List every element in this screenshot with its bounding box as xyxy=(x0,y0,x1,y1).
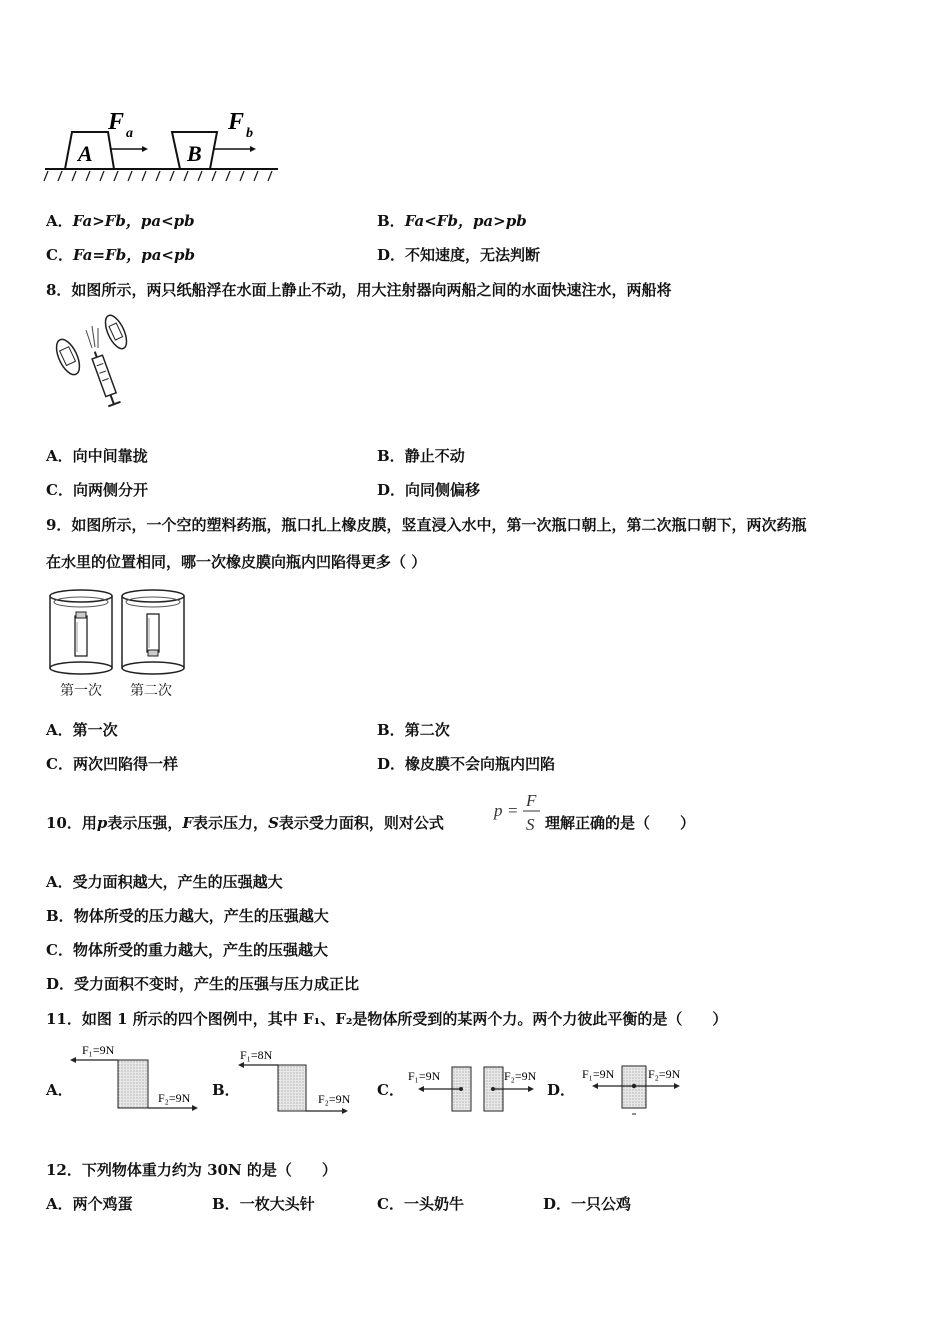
q11-option-b-letter[interactable]: B． xyxy=(212,1081,240,1099)
q8-stem: 8．如图所示，两只纸船浮在水面上静止不动，用大注射器向两船之间的水面快速注水，两船将 xyxy=(46,281,672,299)
force-a-subscript: a xyxy=(126,126,133,141)
q11-a-f1: F₁=9N xyxy=(82,1043,115,1057)
q12-option-d[interactable]: D．一只公鸡 xyxy=(543,1195,632,1213)
q10-option-c[interactable]: C．物体所受的重力越大，产生的压强越大 xyxy=(46,941,328,959)
force-b-symbol: F xyxy=(228,109,245,135)
q9-stem-line2: 在水里的位置相同，哪一次橡皮膜向瓶内凹陷得更多（ ） xyxy=(46,553,427,571)
q9-option-a[interactable]: A．第一次 xyxy=(46,721,118,739)
force-a-symbol: F xyxy=(108,109,125,135)
q9-option-c[interactable]: C．两次凹陷得一样 xyxy=(46,755,178,773)
q11-a-f2: F₂=9N xyxy=(158,1091,191,1105)
q12-option-b[interactable]: B．一枚大头针 xyxy=(212,1195,315,1213)
q10-formula xyxy=(492,788,544,836)
formula-denominator: S xyxy=(526,815,535,834)
q8-option-a[interactable]: A．向中间靠拢 xyxy=(46,447,148,465)
q7-figure xyxy=(40,105,290,187)
q8-option-c[interactable]: C．向两侧分开 xyxy=(46,481,148,499)
q7-option-a[interactable]: A．Fa>Fb，pa<pb xyxy=(46,212,195,230)
q11-option-a-letter[interactable]: A． xyxy=(46,1081,73,1099)
q11-stem: 11．如图 1 所示的四个图例中，其中 F₁、F₂是物体所受到的某两个力。两个力彼此平衡的是（ ） xyxy=(46,1010,728,1028)
q9-option-b[interactable]: B．第二次 xyxy=(377,721,450,739)
q9-figure-bottles xyxy=(46,588,196,678)
q11-option-c-letter[interactable]: C． xyxy=(377,1081,404,1099)
q10-option-a[interactable]: A．受力面积越大，产生的压强越大 xyxy=(46,873,283,891)
q11-option-d-figure xyxy=(578,1062,698,1118)
force-b-subscript: b xyxy=(246,126,253,141)
q12-option-c[interactable]: C．一头奶牛 xyxy=(377,1195,464,1213)
q11-c-f1: F₁=9N xyxy=(408,1069,441,1083)
q8-figure-boats-syringe xyxy=(46,312,146,412)
q12-option-a[interactable]: A．两个鸡蛋 xyxy=(46,1195,133,1213)
q10-stem: 10．用p表示压强，F表示压力，S表示受力面积，则对公式 xyxy=(46,814,444,832)
q11-d-f1: F₁=9N xyxy=(582,1067,615,1081)
formula-numerator: F xyxy=(526,791,537,810)
q10-option-b[interactable]: B．物体所受的压力越大，产生的压强越大 xyxy=(46,907,329,925)
q7-option-b[interactable]: B．Fa<Fb，pa>pb xyxy=(377,212,527,230)
q11-option-d-letter[interactable]: D． xyxy=(547,1081,576,1099)
q11-option-c-figure xyxy=(402,1062,552,1116)
q11-option-b-figure xyxy=(236,1045,366,1115)
q9-stem-line1: 9．如图所示，一个空的塑料药瓶，瓶口扎上橡皮膜，竖直浸入水中，第一次瓶口朝上，第二次瓶口朝下，两次药瓶 xyxy=(46,516,807,534)
q10-option-d[interactable]: D．受力面积不变时，产生的压强与压力成正比 xyxy=(46,975,360,993)
q11-c-f2: F₂=9N xyxy=(504,1069,537,1083)
q7-option-c[interactable]: C．Fa=Fb，pa<pb xyxy=(46,246,195,264)
q9-caption-first: 第一次 xyxy=(60,683,102,699)
q11-b-f2: F₂=9N xyxy=(318,1092,351,1106)
q8-option-b[interactable]: B．静止不动 xyxy=(377,447,465,465)
block-b-label: B xyxy=(187,141,202,166)
q9-caption-second: 第二次 xyxy=(130,683,172,699)
q8-option-d[interactable]: D．向同侧偏移 xyxy=(377,481,481,499)
q10-stem-suffix: 理解正确的是（ ） xyxy=(545,814,696,832)
formula-lhs: p xyxy=(494,801,503,820)
formula-equals: = xyxy=(508,801,518,820)
q9-option-d[interactable]: D．橡皮膜不会向瓶内凹陷 xyxy=(377,755,556,773)
block-a-label: A xyxy=(78,141,93,166)
q11-option-a-figure xyxy=(70,1040,200,1115)
q11-b-f1: F₁=8N xyxy=(240,1048,273,1062)
q12-stem: 12．下列物体重力约为 30N 的是（ ） xyxy=(46,1161,337,1179)
q11-d-f2: F₂=9N xyxy=(648,1067,681,1081)
q7-option-d[interactable]: D．不知速度，无法判断 xyxy=(377,246,541,264)
